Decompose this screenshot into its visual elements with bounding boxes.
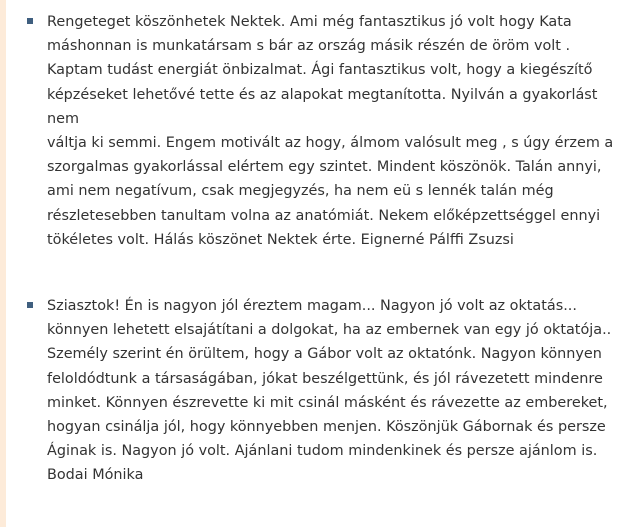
testimonials-list xyxy=(6,0,628,527)
testimonial-text: Sziasztok! Én is nagyon jól éreztem magam... Nagyon jó volt az oktatás... könnyen lehetett elsajátítani a dolgokat, ha az embernek van egy jó oktatója.. Személy szerint én örültem, hogy a Gábor volt az oktatónk. Nagyon könnyen feloldódtunk a társaságában, jókat beszélgettünk, és jól rávezetett mindenre minket. Könnyen észrevette ki mit csinál másként és rávezette az embereket, hogyan csinálja jól, hogy könnyebben menjen. Köszönjük Gábornak és persze Áginak is. Nagyon jó volt. Ajánlani tudom mindenkinek és persze ajánlom is. Bodai Mónika xyxy=(47,298,612,484)
testimonial-item xyxy=(6,294,628,488)
square-bullet-icon xyxy=(27,302,33,308)
testimonial-item xyxy=(6,10,628,252)
testimonial-text: Rengeteget köszönhetek Nektek. Ami még fantasztikus jó volt hogy Kata máshonnan is munkatársam s bár az ország másik részén de öröm volt . Kaptam tudást energiát önbizalmat. Ági fantasztikus volt, hogy a kiegészítő képzéseket lehetővé tette és az alapokat megtanította. Nyilván a gyakorlást nem váltja ki semmi. Engem motivált az hogy, álmom valósult meg , s úgy érzem a szorgalmas gyakorlással elértem egy szintet. Mindent köszönök. Talán annyi, ami nem negatívum, csak megjegyzés, ha nem eü s lennék talán még részletesebben tanultam volna az anatómiát. Nekem előképzettséggel ennyi tökéletes volt. Hálás köszönet Nektek érte. Eignerné Pálffi Zsuzsi xyxy=(47,14,614,248)
square-bullet-icon xyxy=(27,18,33,24)
